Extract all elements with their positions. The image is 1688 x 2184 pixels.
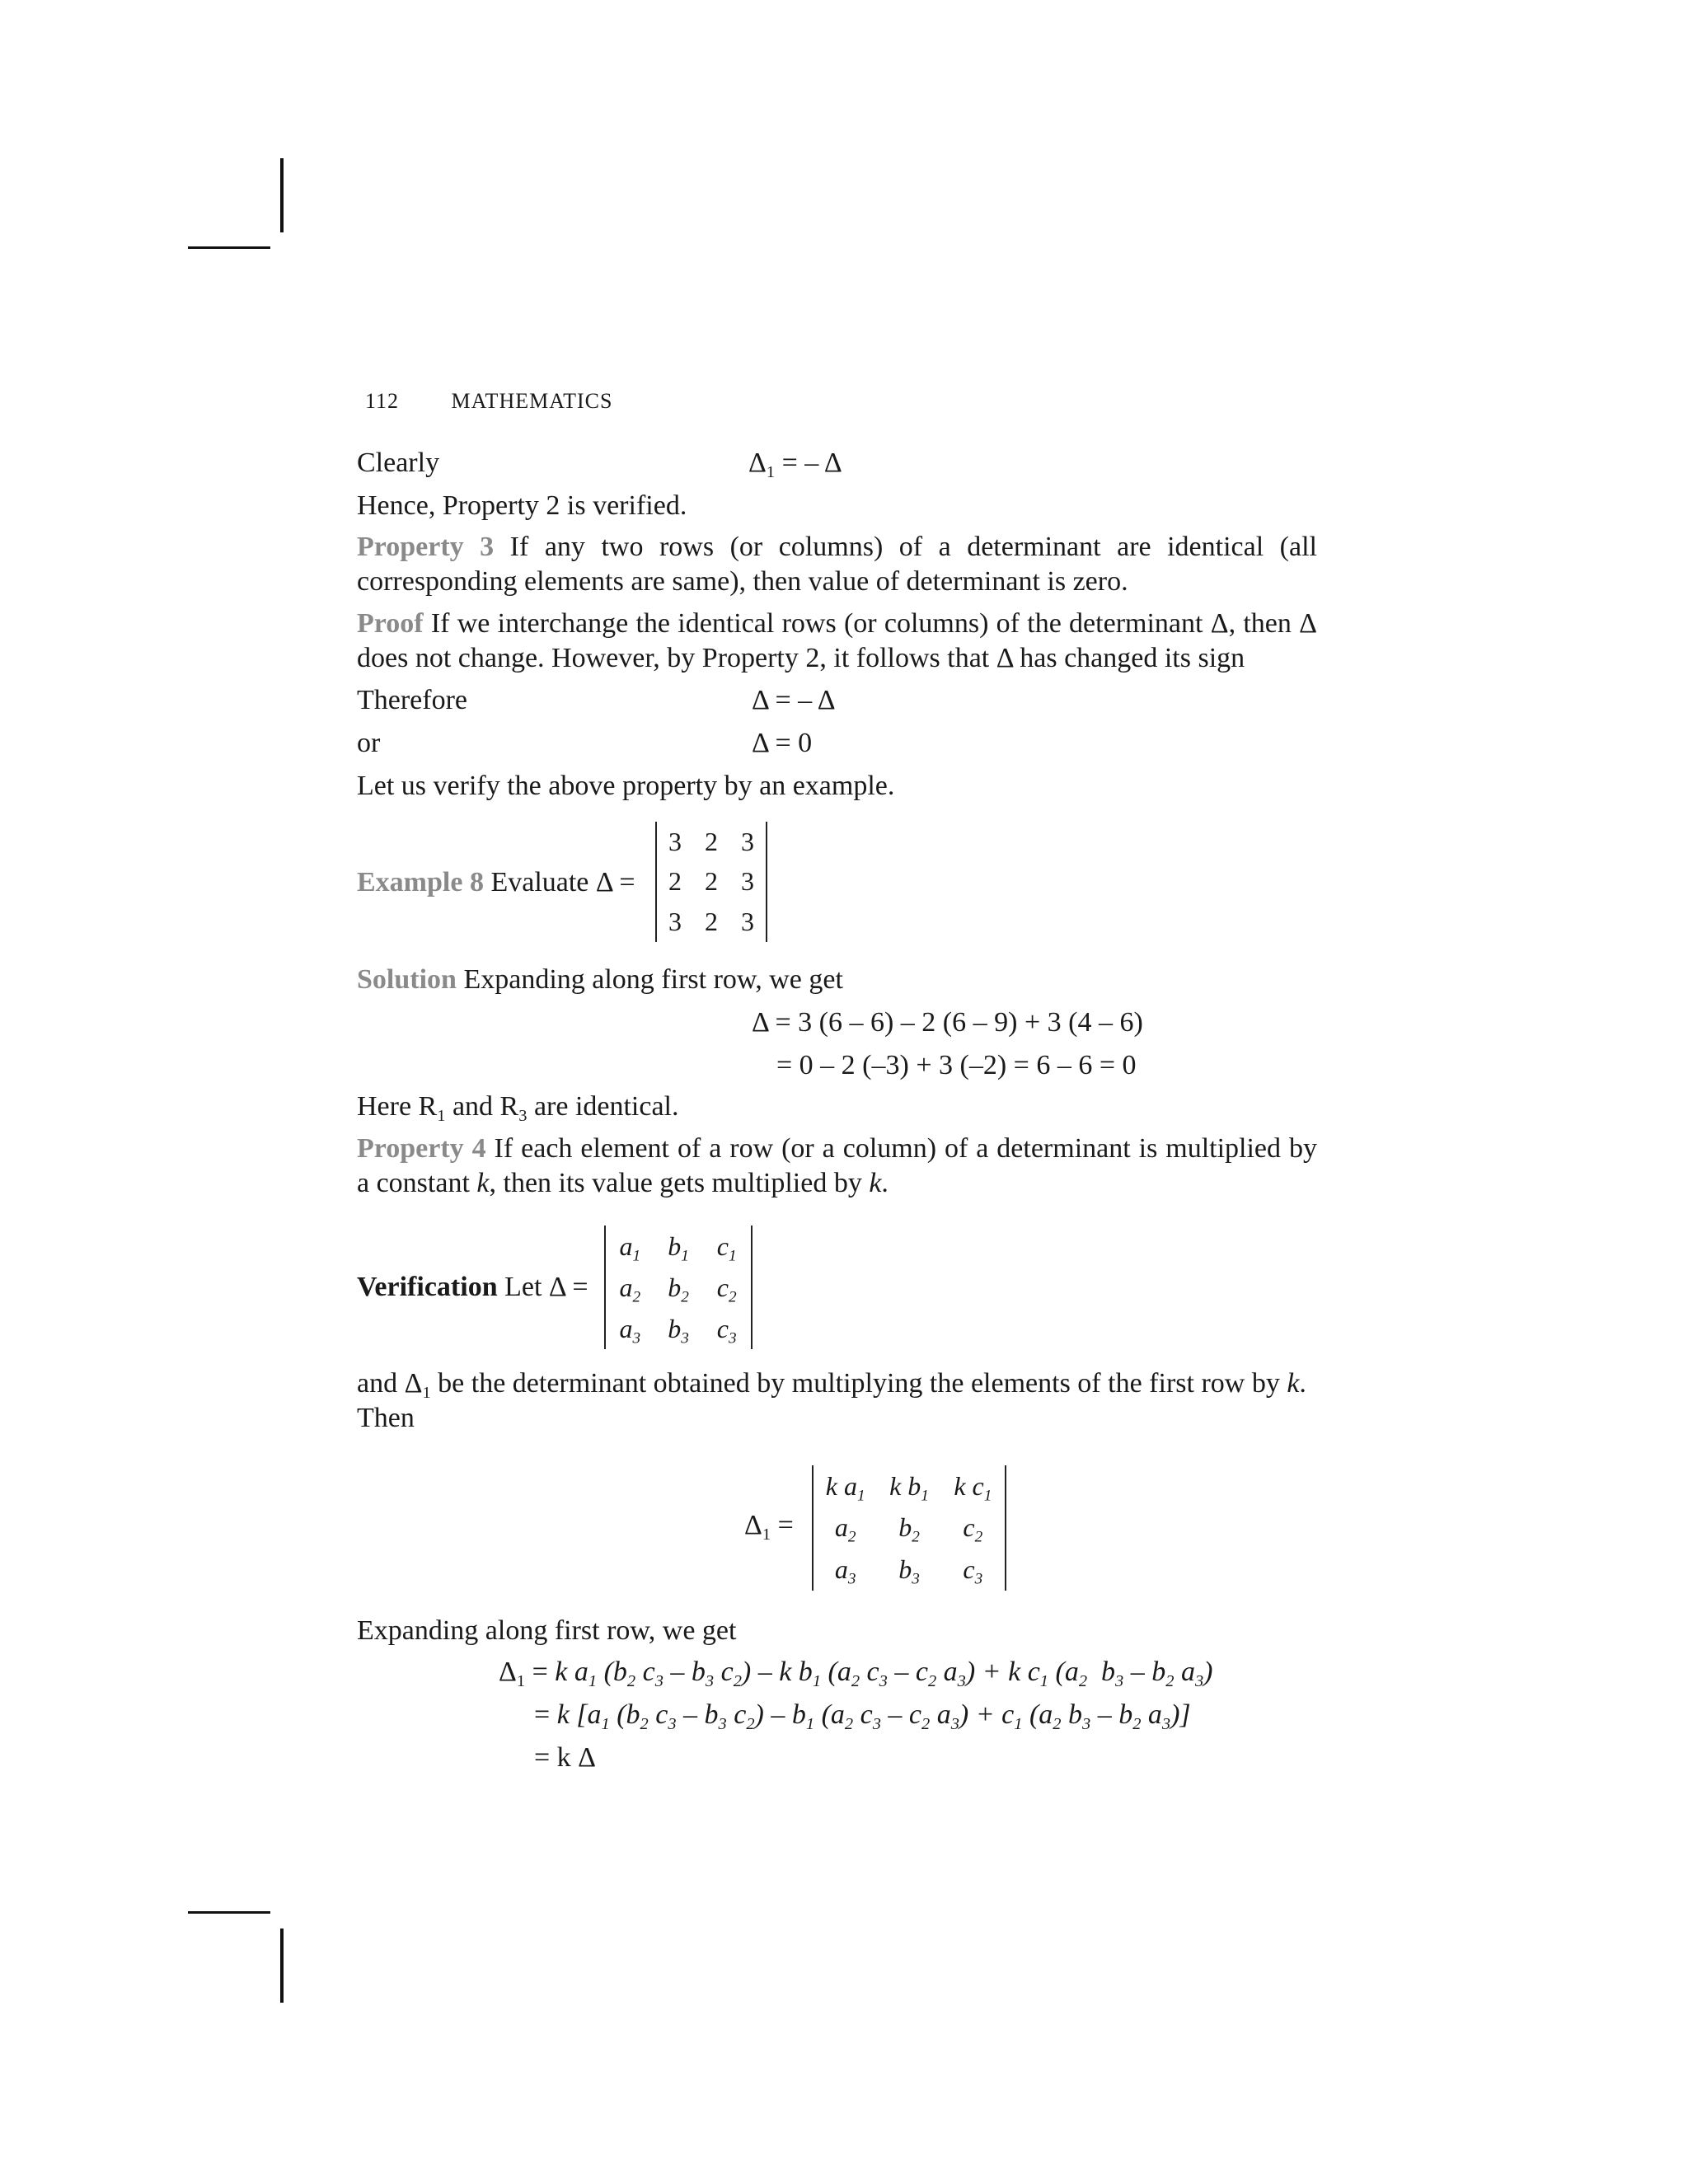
expansion-line-1: $\Delta_1 = k$ $a_1$ ($b_2$ $c_3 - b_3$ $c_2$) – k $b_1$ ($a_2$ $c_3 - c_2$ $a_3) + k$ $c_1$ ($a_2$ $b_3 - b_2$ $a_3$)	[499, 1657, 1213, 1691]
verification-label: Verification	[357, 1272, 498, 1302]
det-cell: 2	[705, 866, 718, 897]
therefore-label: Therefore	[357, 685, 468, 715]
delta1-determinant	[812, 1465, 1006, 1591]
det-cell: 3	[668, 826, 682, 856]
example8-label: Example 8	[357, 867, 484, 898]
property3-label: Property 3	[357, 532, 495, 562]
identical-rows-line: Here $R_1$ and $R_3$ are identical.	[357, 1091, 679, 1126]
example8-determinant	[655, 822, 767, 942]
det-cell: $a_3$	[619, 1313, 641, 1347]
det-cell: $c_2$	[716, 1272, 737, 1306]
page-number: 112	[365, 389, 400, 413]
crop-mark-top-horizontal	[188, 246, 270, 249]
verification-determinant	[604, 1226, 753, 1349]
proof-label: Proof	[357, 608, 424, 639]
or-label: or	[357, 728, 381, 758]
delta1-lhs: $\Delta_1$ =	[744, 1510, 794, 1544]
det-cell: $b_3$	[898, 1554, 920, 1588]
property3-text: If any two rows (or columns) of a determinant are identical (all corresponding elements are same), then value of determinant is zero.	[357, 532, 1317, 597]
or-equation: Δ = 0	[752, 728, 813, 758]
proof-paragraph	[357, 607, 1317, 676]
det-cell: $c_3$	[963, 1554, 983, 1588]
det-cell: $a_3$	[834, 1554, 856, 1588]
crop-mark-bottom-horizontal	[188, 1911, 270, 1914]
solution-equation-1: Δ = 3 (6 – 6) – 2 (6 – 9) + 3 (4 – 6)	[752, 1007, 1143, 1038]
solution-line	[357, 963, 843, 998]
det-cell: $c_1$	[716, 1230, 737, 1265]
det-cell: k $b_1$	[889, 1470, 929, 1505]
verification-line	[357, 1270, 588, 1305]
crop-mark-top-vertical	[280, 158, 284, 232]
det-cell: 2	[668, 866, 682, 897]
property3-paragraph	[357, 530, 1317, 599]
running-header	[365, 389, 612, 414]
therefore-equation: Δ = – Δ	[752, 685, 836, 715]
det-cell: $c_3$	[716, 1313, 737, 1347]
property4-paragraph: Property 4 If each element of a row (or a column) of a determinant is multiplied by a constant k, then its value gets multiplied by k.	[357, 1133, 1317, 1198]
expansion-line-2: = k [$a_1$ ($b_2$ $c_3 - b_3$ $c_2) - b_1$ ($a_2$ $c_3 - c_2$ $a_3) + c_1$ ($a_2$ $b_3 - b_2$ $a_3$)]	[534, 1699, 1191, 1734]
clearly-equation: $\Delta_1$ = – Δ	[748, 448, 842, 482]
det-cell: 3	[741, 907, 754, 937]
det-cell: $c_2$	[963, 1512, 983, 1547]
det-cell: 3	[668, 907, 682, 937]
page-header-title: MATHEMATICS	[451, 389, 613, 413]
expanding-line: Expanding along first row, we get	[357, 1615, 737, 1646]
det-cell: $b_2$	[668, 1272, 689, 1306]
det-cell: k $a_1$	[825, 1470, 865, 1505]
solution-label: Solution	[357, 964, 457, 995]
det-cell: $a_1$	[619, 1230, 641, 1265]
det-cell: 2	[705, 907, 718, 937]
verification-text: Let Δ =	[497, 1272, 588, 1302]
property4-label: Property 4	[357, 1133, 486, 1164]
and-delta1-paragraph: and $\Delta_1$ be the determinant obtained by multiplying the elements of the first row by k. Then	[357, 1368, 1306, 1433]
example8-line	[357, 865, 635, 901]
det-cell: $b_1$	[668, 1230, 689, 1265]
det-cell: $b_2$	[898, 1512, 920, 1547]
det-cell: $b_3$	[668, 1313, 689, 1347]
example8-text: Evaluate Δ =	[483, 867, 635, 898]
property2-verified: Hence, Property 2 is verified.	[357, 490, 687, 521]
det-cell: k $c_1$	[954, 1470, 992, 1505]
det-cell: 3	[741, 866, 754, 897]
solution-equation-2: = 0 – 2 (–3) + 3 (–2) = 6 – 6 = 0	[776, 1050, 1137, 1080]
det-cell: $a_2$	[619, 1272, 641, 1306]
det-cell: 2	[705, 826, 718, 856]
crop-mark-bottom-vertical	[280, 1929, 284, 2003]
det-cell: 3	[741, 826, 754, 856]
clearly-label: Clearly	[357, 448, 440, 478]
expansion-line-3: = k Δ	[534, 1742, 597, 1773]
solution-text: Expanding along first row, we get	[456, 964, 843, 995]
proof-text: If we interchange the identical rows (or columns) of the determinant Δ, then Δ does not change. However, by Property 2, it follows that Δ has changed its sign	[357, 608, 1317, 673]
det-cell: $a_2$	[834, 1512, 856, 1547]
verify-example-line: Let us verify the above property by an example.	[357, 771, 895, 801]
